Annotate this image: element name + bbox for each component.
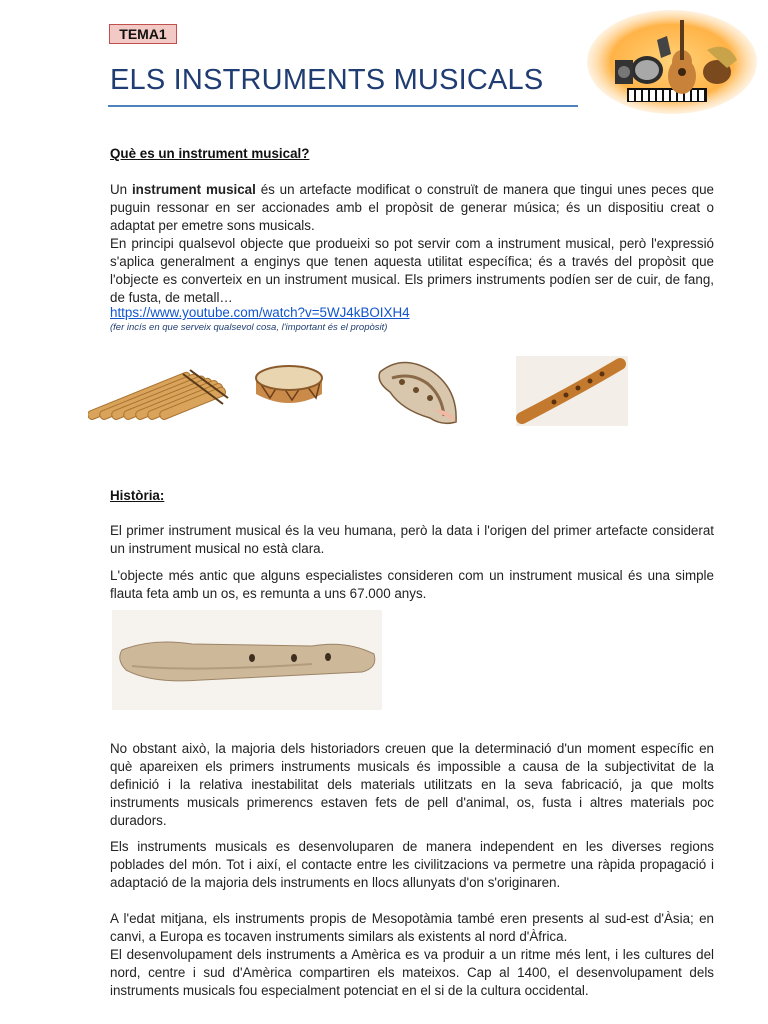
bone-flute-image bbox=[112, 610, 382, 710]
section-heading-history: Història: bbox=[110, 488, 165, 503]
title-underline bbox=[108, 105, 578, 107]
instruments-collage-image bbox=[587, 10, 757, 114]
history-paragraph-3: No obstant això, la majoria dels historiadors creuen que la determinació d'un moment específic en què apareixen els primers instruments musicals és impossible a causa de la subjectivitat de la definició i la relativa inestabilitat dels materials utilitzats en la seva fabricació, ja que molts instruments musicals primerencs estaven fets de pell d'animal, os, fusta i altres materials poc duradors. bbox=[110, 741, 714, 828]
definition-keyword: instrument musical bbox=[131, 182, 256, 197]
definition-text-start: Un bbox=[110, 182, 132, 197]
history-paragraph-2: L'objecte més antic que alguns especialistes consideren com un instrument musical és una simple flauta feta amb un os, es remunta a uns 67.000 anys. bbox=[110, 568, 714, 601]
pan-flute-image bbox=[88, 360, 238, 432]
tema-badge: TEMA1 bbox=[109, 24, 177, 44]
teacher-note: (fer incís en que serveix qualsevol cosa, l'important és el propòsit) bbox=[110, 322, 388, 333]
definition-text-end: és un artefacte modificat o construït de manera que tingui unes peces que puguin ressonar en ser accionades amb el propòsit de generar música; és un dispositiu creat o adaptat per emetre sons musicals. bbox=[110, 182, 714, 233]
page-title: ELS INSTRUMENTS MUSICALS bbox=[110, 64, 544, 96]
drum-image bbox=[250, 360, 328, 410]
wooden-flute-image bbox=[516, 356, 628, 426]
history-paragraph-5: A l'edat mitjana, els instruments propis de Mesopotàmia també eren presents al sud-est d'Àsia; en canvi, a Europa es tocaven instruments similars als existents al nord d'Àfrica. bbox=[110, 911, 714, 944]
history-paragraph-6: El desenvolupament dels instruments a Amèrica es va produir a un ritme més lent, i les cultures del nord, centre i sud d'Amèrica compartiren els mateixos. Cap al 1400, el desenvolupament dels instruments musicals fou especialment potenciat en el si de la cultura occidental. bbox=[110, 947, 714, 998]
history-paragraph-4: Els instruments musicals es desenvoluparen de manera independent en les diverses regions poblades del món. Tot i així, el contacte entre les civilitzacions va permetre una ràpida propagació i adaptació de la majoria dels instruments en llocs allunyats d'on s'originaren. bbox=[110, 839, 714, 890]
youtube-link[interactable]: https://www.youtube.com/watch?v=5WJ4kBOIXH4 bbox=[110, 305, 410, 320]
conch-shell-image bbox=[372, 352, 466, 432]
definition-paragraph bbox=[110, 181, 714, 235]
definition-paragraph-2: En principi qualsevol objecte que produeixi so pot servir com a instrument musical, però l'expressió s'aplica generalment a enginys que tenen aquesta utilitat específica; és a través del propòsit que l'objecte es converteix en un instrument musical. Els primers instruments podíen ser de cuir, de fang, de fusta, de metall… bbox=[110, 236, 714, 305]
section-heading-definition: Què es un instrument musical? bbox=[110, 146, 310, 161]
history-paragraph-1: El primer instrument musical és la veu humana, però la data i l'origen del primer artefacte considerat un instrument musical no està clara. bbox=[110, 523, 714, 556]
